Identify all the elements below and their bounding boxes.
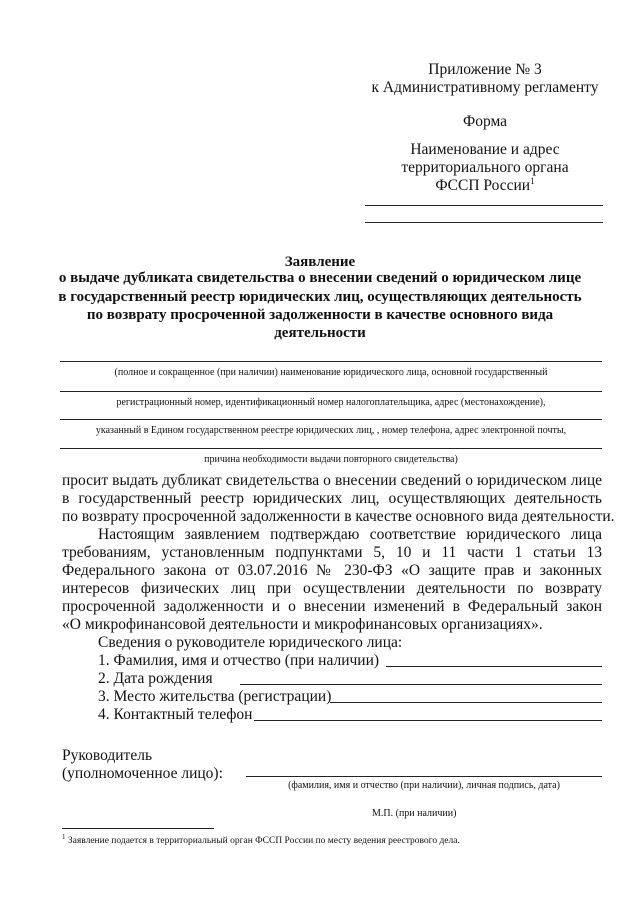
footnote-separator bbox=[62, 828, 214, 829]
signature-head-2: (уполномоченное лицо): bbox=[62, 765, 223, 782]
title-line-3: по возврату просроченной задолженности в качестве основного вида bbox=[86, 307, 554, 323]
applicant-blank-line-1[interactable] bbox=[60, 361, 602, 362]
form-label: Форма bbox=[462, 113, 508, 130]
addressee-org: ФССП России bbox=[435, 177, 531, 195]
stamp-note: М.П. (при наличии) bbox=[372, 808, 457, 819]
field-birth-date-line[interactable] bbox=[240, 684, 602, 685]
field-residence-label: 3. Место жительства (регистрации) bbox=[98, 688, 332, 705]
appendix-number: Приложение № 3 bbox=[428, 61, 542, 78]
addressee-line-1: Наименование и адрес bbox=[410, 141, 560, 158]
field-residence-line[interactable] bbox=[330, 702, 602, 703]
footnote bbox=[62, 833, 460, 846]
field-full-name-line[interactable] bbox=[386, 666, 602, 667]
body-p2-line-3: Федерального закона от 03.07.2016 № 230-ФЗ «О защите прав и законных bbox=[62, 562, 602, 579]
field-birth-date-label: 2. Дата рождения bbox=[98, 670, 213, 687]
title-line-2: в государственный реестр юридических лиц, осуществляющих деятельность bbox=[58, 289, 582, 305]
body-p2-line-1: Настоящим заявлением подтверждаю соответствие юридического лица bbox=[98, 526, 602, 543]
field-full-name-label: 1. Фамилия, имя и отчество (при наличии) bbox=[98, 652, 380, 669]
signature-head-1: Руководитель bbox=[62, 747, 153, 764]
addressee-line-2: территориального органа bbox=[401, 159, 569, 176]
title-line-1: о выдаче дубликата свидетельства о внесении сведений о юридическом лице bbox=[58, 270, 582, 286]
regulation-reference: к Административному регламенту bbox=[371, 79, 599, 96]
signature-blank-line[interactable] bbox=[246, 776, 602, 777]
applicant-caption-1: (полное и сокращенное (при наличии) наименование юридического лица, основной государственный bbox=[114, 367, 548, 378]
applicant-caption-4: причина необходимости выдачи повторного свидетельства) bbox=[204, 454, 458, 465]
applicant-caption-2: регистрационный номер, идентификационный номер налогоплательщика, адрес (местонахождение), bbox=[116, 397, 546, 408]
body-p1-line-3: по возврату просроченной задолженности в качестве основного вида деятельности. bbox=[62, 508, 615, 525]
document-title: Заявление bbox=[284, 254, 356, 270]
addressee-line-3 bbox=[380, 176, 590, 195]
body-p1-line-1: просит выдать дубликат свидетельства о внесении сведений о юридическом лице bbox=[62, 472, 602, 489]
field-phone-label: 4. Контактный телефон bbox=[98, 706, 253, 723]
applicant-blank-line-3[interactable] bbox=[60, 419, 602, 420]
applicant-blank-line-4[interactable] bbox=[60, 448, 602, 449]
applicant-caption-3: указанный в Едином государственном реестре юридических лиц, , номер телефона, адрес электронной почты, bbox=[95, 425, 567, 436]
body-p1-line-2: в государственный реестр юридических лиц, осуществляющих деятельность bbox=[62, 490, 602, 507]
footnote-text: Заявление подается в территориальный орган ФССП России по месту ведения реестрового дела. bbox=[67, 836, 460, 847]
addressee-blank-line-1[interactable] bbox=[365, 205, 603, 206]
addressee-blank-line-2[interactable] bbox=[365, 222, 603, 223]
body-p2-line-6: «О микрофинансовой деятельности и микрофинансовых организациях». bbox=[62, 616, 543, 633]
signature-caption: (фамилия, имя и отчество (при наличии), личная подпись, дата) bbox=[288, 780, 560, 791]
leader-info-heading: Сведения о руководителе юридического лица: bbox=[98, 634, 403, 651]
body-p2-line-5: просроченной задолженности и о внесении изменений в Федеральный закон bbox=[62, 598, 602, 615]
applicant-blank-line-2[interactable] bbox=[60, 391, 602, 392]
footnote-mark: 1 bbox=[62, 833, 66, 841]
body-p2-line-4: интересов физических лиц при осуществлении деятельности по возврату bbox=[62, 580, 602, 597]
body-p2-line-2: требованиям, установленным подпунктами 5, 10 и 11 части 1 статьи 13 bbox=[62, 544, 602, 561]
field-phone-line[interactable] bbox=[254, 720, 602, 721]
title-line-4: деятельности bbox=[274, 325, 366, 341]
footnote-marker: 1 bbox=[530, 176, 535, 186]
